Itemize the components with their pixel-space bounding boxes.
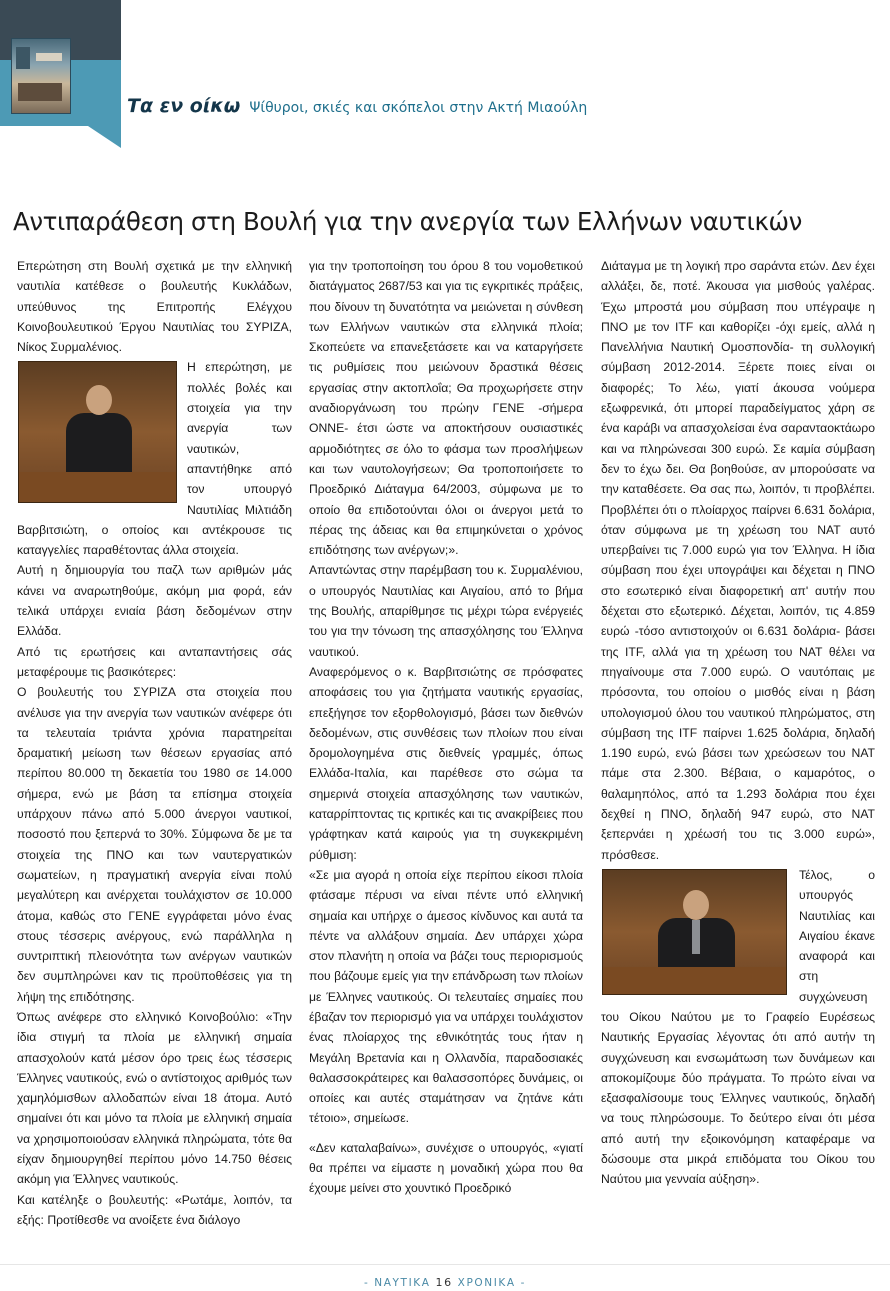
article-column-1 — [17, 256, 292, 1230]
article-headline: Αντιπαράθεση στη Βουλή για την ανεργία των Ελλήνων ναυτικών — [13, 207, 802, 236]
section-subtitle: Ψίθυροι, σκιές και σκόπελοι στην Ακτή Μιαούλη — [249, 100, 588, 116]
section-title: Τα εν οίκω — [127, 95, 241, 117]
paragraph: Αυτή η δημιουργία του παζλ των αριθμών μάς κάνει να αναρωτηθούμε, ακόμη μια φορά, εάν τελικά υπάρχει ενιαία βάση δεδομένων στην Ελλάδα. — [17, 563, 292, 639]
page-footer — [0, 1276, 890, 1289]
photo-syrmalenios — [18, 361, 177, 503]
article-column-2 — [309, 256, 583, 1199]
paragraph: για την τροποποίηση του όρου 8 του νομοθετικού διατάγματος 2687/53 και για τις εγκριτικές πράξεις, που δίνουν τη δυνατότητα να μειώνεται η σύνθεση των Ελλήνων ναυτικών στα ελληνικά πλοία; Σκοπεύετε να επανεξετάσετε και να καταργήσετε τις ρυθμίσεις που μειώνουν δραστικά θέσεις εργασίας στην ακτοπλοΐα; Θα προχωρήσετε στην αναδιοργάνωση του πρώην ΓΕΝΕ -σήμερα ΟΝΝΕ- έτσι ώστε να αποκτήσουν ουσιαστικές αρμοδιότητες σε όλο το φάσμα των προσλήψεων και των ναυτολογήσεων; Θα τροποποιήσετε το Προεδρικό Διάταγμα 64/2003, σύμφωνα με το οποίο θα επιδοτούνται όλοι οι άνεργοι μετά το πέρας της άδειας και θα επιμηκύνεται ο χρόνος επιδότησης των ανέργων;». — [309, 259, 583, 558]
paragraph: «Δεν καταλαβαίνω», συνέχισε ο υπουργός, «γιατί θα πρέπει να είμαστε η μοναδική χώρα που θα έχουμε μείνει στο χουντικό Προεδρικό — [309, 1140, 583, 1196]
paragraph: Απαντώντας στην παρέμβαση του κ. Συρμαλένιου, ο υπουργός Ναυτιλίας και Αιγαίου, από το βήμα της Βουλής, απαρίθμησε τις μέχρι τώρα ενέργειές του για την τόνωση της απασχόλησης του Έλληνα ναυτικού. — [309, 563, 583, 659]
footer-divider — [0, 1264, 890, 1265]
section-corner-graphic — [0, 0, 121, 150]
paragraph: Διάταγμα με τη λογική προ σαράντα ετών. Δεν έχει αλλάξει, δε, ποτέ. Άκουσα για μισθούς γαλέρας. Έχω μπροστά μου σύμβαση που υπέγραψε η ΠΝΟ με τον ITF και καθορίζει -όχι εμείς, αλλά η Πανελλήνια Ναυτική Ομοσπονδία- τη συλλογική σύμβαση 2012-2014. Ξέρετε ποιες είναι οι διαφορές; Το λέω, γιατί άκουσα νούμερα εξωφρενικά, ότι μπορεί παραδείγματος χάρη σε ένα καράβι να απασχολείσαι ένα σαρανταοκτάωρο και να πληρώνεσαι 300 ευρώ. Σε καμία σύμβαση δεν το έχω δει. Θα βοηθούσε, αν μπορούσατε να την καταθέσετε. Θα σας πω, λοιπόν, τι προβλέπει. Προβλέπει ότι ο πλοίαρχος παίρνει 6.631 δολάρια, όταν σύμφωνα με τη χρέωση του ΝΑΤ αυτό υπερβαίνει τις 7.000 ευρώ για τον Έλληνα. Η ίδια σύμβαση που έχει υπογράψει και δέχεται η ΠΝΟ στο εσωτερικό είναι διαφορετική απ' αυτήν που δέχεται στο εξωτερικό. Δέχεται, λοιπόν, τις 4.859 ευρώ -τόσο αντιστοιχούν οι 6.631 δολάρια- βάσει της ITF, αλλά για τη χρέωση του ΝΑΤ θέλει να πηγαίνουμε στα 7.000 ευρώ. Ο ναυτόπαις με πρόσοντα, του οποίου ο μισθός είναι η βάση υπολογισμού όλου του ναυτικού πληρώματος, στη σύμβαση της ITF παίρνει 1.625 δολάρια, δηλαδή 1.190 ευρώ, ενώ βάσει των χρεώσεων του ΝΑΤ πάμε στα 2.300. Βέβαια, ο καμαρότος, ο θαλαμηπόλος, από τα 1.293 δολάρια που έχει δεχθεί η ΠΝΟ, δηλαδή 947 ευρώ, στο ΝΑΤ ξεπερνάει η χρέωσή του τις 3.000 ευρώ», πρόσθεσε. — [601, 259, 875, 862]
paragraph: Και κατέληξε ο βουλευτής: «Ρωτάμε, λοιπόν, τα εξής: Προτίθεσθε να ανοίξετε ένα διάλογο — [17, 1192, 292, 1227]
page-number: 16 — [435, 1276, 453, 1289]
paragraph: «Σε μια αγορά η οποία είχε περίπου είκοσι πλοία φτάσαμε πέρυσι να είναι πέντε υπό ελληνική σημαία και υπήρχε ο άμεσος κίνδυνος και αυτά τα πέντε να αλλάξουν σημαία. Δεν υπάρχει χώρα στον πλανήτη η οποία να βάζει τους περιορισμούς που βάζουμε εμείς για την επάνδρωση των πλοίων με Έλληνες ναυτικούς. Οι τελευταίες σημαίες που έβαζαν τον περιορισμό για να υπάρχει τουλάχιστον ένας πλοίαρχος της εθνικότητάς τους ήταν η Μεγάλη Βρετανία και η Ολλανδία, παραδοσιακές θαλασσοκράτειρες και θαλασσοπόρες δυνάμεις, οι οποίες και αυτές σταμάτησαν να ζητάνε κάτι τέτοιο», σημείωσε. — [309, 867, 583, 1126]
paragraph: Αναφερόμενος ο κ. Βαρβιτσιώτης σε πρόσφατες αποφάσεις του για ζητήματα ναυτικής εργασίας, επεξήγησε τον εξορθολογισμό, βάσει των διεθνών δεδομένων, στις συνθέσεις των πλοίων που είναι δρομολογημένα στις διεθνείς γραμμές, όπως Ελλάδα-Ιταλία, και παρέθεσε στο σώμα τα σημερινά στοιχεία απασχόλησης των ναυτικών, καταρρίπτοντας τις κριτικές και τις ανακρίβειες που γράφτηκαν κατά καιρούς για τη συγκεκριμένη ρύθμιση: — [309, 664, 583, 862]
paragraph: Όπως ανέφερε στο ελληνικό Κοινοβούλιο: «Την ίδια στιγμή τα πλοία με ελληνική σημαία απασχολούν κατά μέσον όρο τρεις έως τέσσερις Έλληνες ναυτικούς, ενώ ο αντίστοιχος αριθμός των χαμηλόμισθων αλλοδαπών είναι 18 άτομα. Αυτό σημαίνει ότι και μόνο τα πλοία με ελληνική σημαία να χρησιμοποιούσαν ελληνικά πληρώματα, τότε θα είχαν δημιουργηθεί περίπου μόνο 14.750 θέσεις ακόμη για Έλληνες ναυτικούς. — [17, 1009, 292, 1187]
paragraph: Η επερώτηση, με πολλές βολές και στοιχεία για την ανεργία των ναυτικών, απαντήθηκε από τον υπουργό Ναυτιλίας Μιλτιάδη Βαρβιτσιώτη, ο οποίος και αντέκρουσε τις καταγγελίες παραθέτοντας άλλα στοιχεία. — [17, 360, 292, 558]
footer-right: ΧΡΟΝΙΚΑ - — [457, 1277, 526, 1289]
paragraph: Επερώτηση στη Βουλή σχετικά με την ελληνική ναυτιλία κατέθεσε ο βουλευτής Κυκλάδων, υπεύθυνος της Επιτροπής Ελέγχου Κοινοβουλευτικού Έργου Ναυτιλίας του ΣΥΡΙΖΑ, Νίκος Συρμαλένιος. — [17, 259, 292, 355]
harbor-thumbnail — [11, 38, 71, 114]
paragraph: Τέλος, ο υπουργός Ναυτιλίας και Αιγαίου έκανε αναφορά και στη συγχώνευση του Οίκου Ναύτου με το Γραφείο Ευρέσεως Ναυτικής Εργασίας λέγοντας ότι από αυτήν τη συγχώνευση και ενσωμάτωση των δυνάμεων και αποκομίζουμε δύο πράγματα. Το πρώτο είναι να εξασφαλίσουμε τους Έλληνες ναυτικούς, δηλαδή να τους πληρώσουμε. Το δεύτερο είναι ότι μέσα από αυτή την εξοικονόμηση καταφέραμε να δώσουμε στα μικρά επιδόματα του Οίκου του Ναύτου μια γενναία αύξηση». — [601, 867, 875, 1187]
article-column-3 — [601, 256, 875, 1190]
paragraph: Ο βουλευτής του ΣΥΡΙΖΑ στα στοιχεία που ανέλυσε για την ανεργία των ναυτικών ανέφερε ότι τα τελευταία τριάντα χρόνια παρατηρείται δραματική μείωση των θέσεων εργασίας από περίπου 80.000 τη δεκαετία του 1980 σε 14.000 σήμερα, ενώ με βάση τα επίσημα στοιχεία υπάρχουν πάνω από 5.000 άνεργοι ναυτικοί, ποσοστό που ξεπερνά το 30%. Σύμφωνα δε με τα στοιχεία της ΠΝΟ και των ναυτεργατικών σωματείων, η πραγματική ανεργία είναι πολύ μεγαλύτερη και ανέρχεται τουλάχιστον σε 10.000 άτομα, καθώς στο ΓΕΝΕ εγγράφεται μόνο ένας στους τέσσερις ανέργους, ενώ παράλληλα η συντριπτική πλειονότητα των ανέργων ναυτικών δεν συμπληρώνει καν τις προϋποθέσεις για τη λήψη της επιδότησης. — [17, 685, 292, 1004]
photo-varvitsiotis — [602, 869, 787, 995]
section-header — [127, 95, 587, 117]
footer-left: - ΝΑΥΤΙΚΑ — [363, 1277, 431, 1289]
paragraph: Από τις ερωτήσεις και ανταπαντήσεις σάς μεταφέρουμε τις βασικότερες: — [17, 644, 292, 679]
